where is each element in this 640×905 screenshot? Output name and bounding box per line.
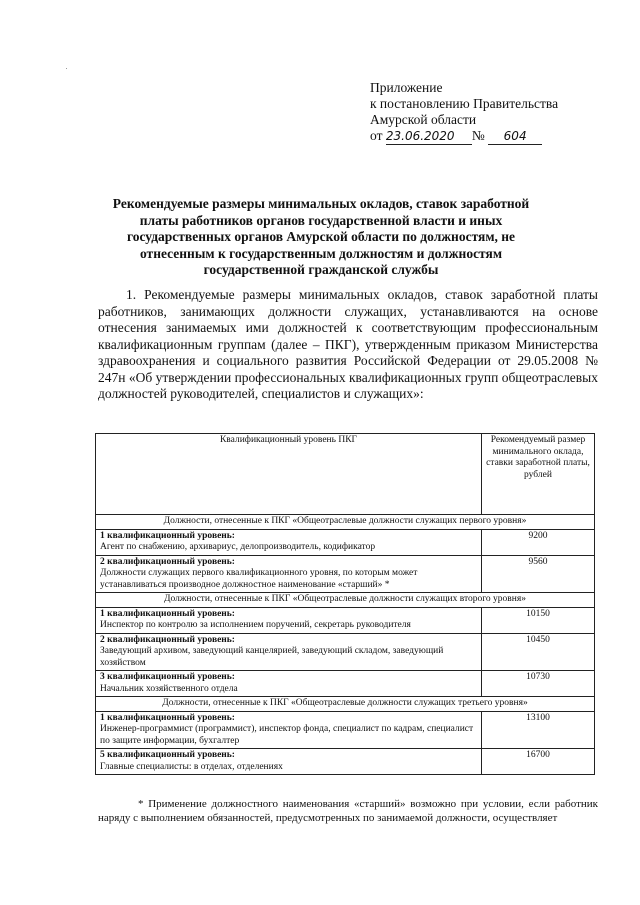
level-name: 3 квалификационный уровень:	[100, 672, 235, 682]
salary-cell: 10150	[482, 607, 595, 633]
level-cell	[96, 607, 482, 633]
scan-speck	[66, 68, 67, 69]
level-desc: Агент по снабжению, архивариус, делопроизводитель, кодификатор	[100, 542, 376, 552]
appendix-line-3: Амурской области	[370, 112, 477, 127]
table-row	[96, 749, 595, 775]
group-row	[96, 593, 595, 608]
salary-cell: 13100	[482, 711, 595, 749]
appendix-block	[370, 80, 558, 145]
level-desc: Заведующий архивом, заведующий канцелярией, заведующий складом, заведующий хозяйством	[100, 646, 444, 668]
group-title: Должности, отнесенные к ПКГ «Общеотраслевые должности служащих третьего уровня»	[96, 697, 595, 712]
level-desc: Главные специалисты: в отделах, отделениях	[100, 761, 283, 772]
level-name: 1 квалификационный уровень:	[100, 712, 235, 723]
salary-cell: 10730	[482, 671, 595, 697]
footnote: * Применение должностного наименования «старший» возможно при условии, если работник наряду с выполнением обязанностей, предусмотренных по занимаемой должности, осуществляет	[98, 798, 598, 824]
level-desc: Инженер-программист (программист), инспектор фонда, специалист по кадрам, специалист по защите информации, бухгалтер	[100, 724, 474, 746]
level-name: 5 квалификационный уровень:	[100, 750, 235, 760]
level-name: 1 квалификационный уровень:	[100, 608, 235, 619]
salary-cell: 9200	[482, 529, 595, 555]
table-row	[96, 671, 595, 697]
group-title: Должности, отнесенные к ПКГ «Общеотраслевые должности служащих первого уровня»	[96, 515, 595, 530]
level-cell	[96, 711, 482, 749]
paragraph-1: 1. Рекомендуемые размеры минимальных окладов, ставок заработной платы работников, занимающих должности служащих, устанавливаются на основе отнесения занимаемых ими должностей к соответствующим профессиональным квалификационным группам (далее – ПКГ), утвержденным приказом Министерства здравоохранения и социального развития Российской Федерации от 29.05.2008 № 247н «Об утверждении профессиональных квалификационных групп общеотраслевых должностей руководителей, специалистов и служащих»:	[98, 287, 598, 401]
appendix-line-1: Приложение	[370, 80, 443, 95]
level-name: 2 квалификационный уровень:	[100, 634, 235, 645]
appendix-line-2: к постановлению Правительства	[370, 96, 559, 111]
group-title: Должности, отнесенные к ПКГ «Общеотраслевые должности служащих второго уровня»	[96, 593, 595, 608]
level-name: 1 квалификационный уровень:	[100, 530, 235, 541]
table-row	[96, 633, 595, 671]
document-title: Рекомендуемые размеры минимальных окладов, ставок заработной платы работников органов государственной власти и иных государственных органов Амурской области по должностям, не отнесенным к государственным должностям и должностям государственной гражданской службы	[112, 196, 530, 277]
table-row	[96, 607, 595, 633]
level-cell	[96, 671, 482, 697]
level-cell	[96, 555, 482, 593]
level-desc: Начальник хозяйственного отдела	[100, 683, 238, 694]
salary-cell: 10450	[482, 633, 595, 671]
level-cell	[96, 529, 482, 555]
group-row	[96, 515, 595, 530]
appendix-date-line	[370, 128, 558, 145]
header-salary: Рекомендуемый размер минимального оклада, ставки заработной платы, рублей	[482, 434, 595, 515]
salary-cell: 16700	[482, 749, 595, 775]
table-row	[96, 555, 595, 593]
handwritten-date: 23.06.2020	[386, 128, 472, 145]
table-row	[96, 529, 595, 555]
level-desc: Инспектор по контролю за исполнением поручений, секретарь руководителя	[100, 620, 411, 630]
salary-cell: 9560	[482, 555, 595, 593]
from-label: от	[370, 128, 383, 143]
group-row	[96, 697, 595, 712]
header-level: Квалификационный уровень ПКГ	[96, 434, 482, 515]
handwritten-number: 604	[488, 128, 542, 145]
table-row	[96, 711, 595, 749]
level-name: 2 квалификационный уровень:	[100, 556, 235, 567]
level-desc: Должности служащих первого квалификационного уровня, по которым может устанавливаться производное должностное наименование «старший» *	[100, 568, 418, 590]
level-cell	[96, 633, 482, 671]
level-cell	[96, 749, 482, 775]
pkg-salary-table	[95, 433, 595, 775]
table-header-row	[96, 434, 595, 515]
number-label: №	[471, 128, 485, 143]
